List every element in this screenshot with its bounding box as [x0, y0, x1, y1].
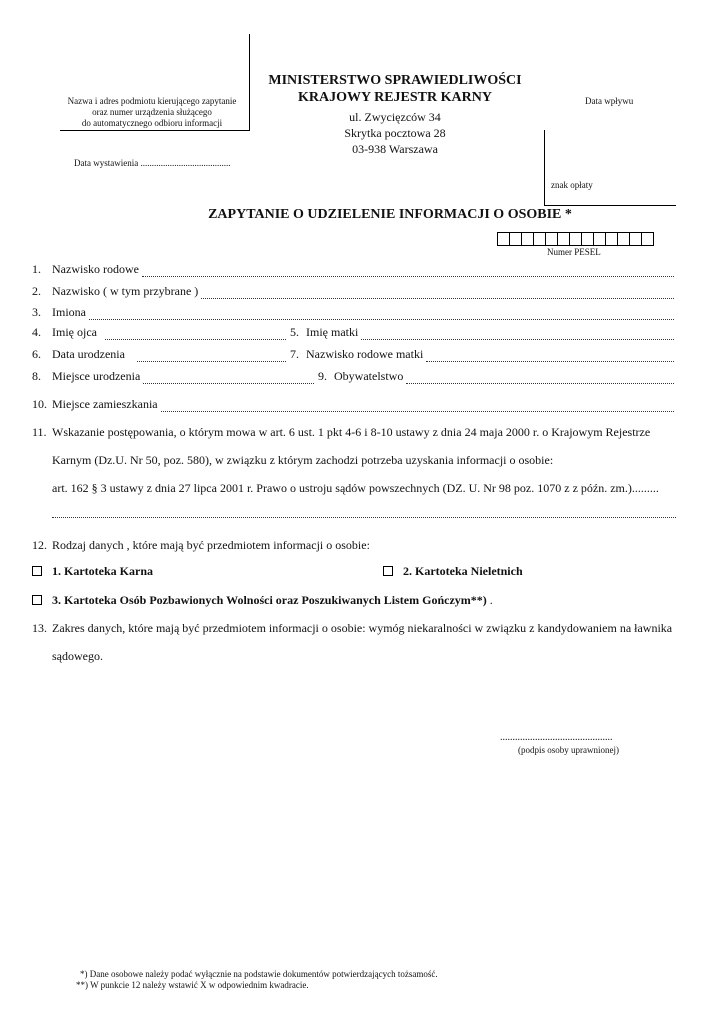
item-13-line-2: sądowego.: [52, 649, 103, 663]
registry-name: KRAJOWY REJESTR KARNY: [298, 90, 492, 105]
field-row-8: 8. Miejsce urodzenia: [32, 369, 314, 384]
addressee-block: [250, 72, 540, 157]
family-name-field[interactable]: [142, 267, 674, 277]
fee-box-left-line: [544, 130, 545, 206]
checkbox-icon[interactable]: [383, 566, 393, 576]
field-label-citizenship: Obywatelstwo: [334, 369, 404, 383]
footnote-1: *) Dane osobowe należy podać wyłącznie na podstawie dokumentów potwierdzających tożsamość.: [80, 969, 438, 979]
footnote-2: **) W punkcie 12 należy wstawić X w odpowiednim kwadracie.: [76, 980, 309, 990]
issue-date-label: Data wystawienia ........................................: [74, 158, 231, 168]
item-11-line-3: art. 162 § 3 ustawy z dnia 27 lipca 2001 r. Prawo o ustroju sądów powszechnych (DZ. U. Nr 98 poz. 1070 z z późn. zm.).........: [52, 481, 659, 495]
field-label-surname: Nazwisko ( w tym przybrane ): [52, 284, 199, 298]
option-criminal-record[interactable]: 1. Kartoteka Karna: [32, 564, 153, 579]
sender-block: [56, 96, 248, 129]
mother-family-name-field[interactable]: [426, 352, 674, 362]
field-row-7: 7. Nazwisko rodowe matki: [290, 347, 674, 362]
item-13-line-1: 13. Zakres danych, które mają być przedmiotem informacji o osobie: wymóg niekaralności w związku z kandydowaniem na ławnika: [32, 621, 673, 635]
form-title: ZAPYTANIE O UDZIELENIE INFORMACJI O OSOBIE *: [208, 207, 572, 222]
pesel-label: Numer PESEL: [547, 247, 601, 257]
address-city: 03-938 Warszawa: [352, 142, 438, 156]
sender-label-1: Nazwa i adres podmiotu kierującego zapytanie: [67, 96, 237, 106]
field-row-4: 4. Imię ojca: [32, 325, 286, 340]
birth-place-field[interactable]: [143, 374, 314, 384]
mother-name-field[interactable]: [361, 330, 674, 340]
item-11-line-2: Karnym (Dz.U. Nr 50, poz. 580), w związku z którym zachodzi potrzeba uzyskania informacji o osobie:: [52, 453, 554, 467]
field-row-5: 5. Imię matki: [290, 325, 674, 340]
field-row-1: 1. Nazwisko rodowe: [32, 262, 674, 277]
field-row-10: 10. Miejsce zamieszkania: [32, 397, 674, 412]
address-pobox: Skrytka pocztowa 28: [344, 126, 446, 140]
field-row-2: 2. Nazwisko ( w tym przybrane ): [32, 284, 674, 299]
ministry-name: MINISTERSTWO SPRAWIEDLIWOŚCI: [268, 73, 522, 88]
surname-field[interactable]: [201, 289, 674, 299]
field-row-6: 6. Data urodzenia: [32, 347, 286, 362]
citizenship-field[interactable]: [406, 374, 674, 384]
field-label-mother-name: Imię matki: [306, 325, 359, 339]
fee-label: znak opłaty: [551, 180, 593, 190]
field-label-residence: Miejsce zamieszkania: [52, 397, 158, 411]
father-name-field[interactable]: [105, 330, 286, 340]
field-label-birth-place: Miejsce urodzenia: [52, 369, 141, 383]
field-label-mother-family-name: Nazwisko rodowe matki: [306, 347, 424, 361]
field-label-family-name: Nazwisko rodowe: [52, 262, 139, 276]
option-detained-wanted-record[interactable]: 3. Kartoteka Osób Pozbawionych Wolności oraz Poszukiwanych Listem Gończym**) .: [32, 593, 493, 608]
field-label-birth-date: Data urodzenia: [52, 347, 125, 361]
signature-label: (podpis osoby uprawnionej): [518, 745, 619, 755]
residence-field[interactable]: [161, 402, 674, 412]
sender-label-3: do automatycznego odbioru informacji: [81, 118, 223, 128]
address-street: ul. Zwycięzców 34: [349, 110, 441, 124]
item-11-extra-field[interactable]: [52, 512, 676, 518]
fee-box-bottom-line: [544, 205, 676, 206]
first-names-field[interactable]: [89, 310, 674, 320]
checkbox-icon[interactable]: [32, 595, 42, 605]
field-label-first-names: Imiona: [52, 305, 86, 319]
item-11-line-1: 11. Wskazanie postępowania, o którym mowa w art. 6 ust. 1 pkt 4-6 i 8-10 ustawy z dnia 24 maja 2000 r. o Krajowym Rejestrze: [32, 425, 651, 439]
option-juvenile-record[interactable]: 2. Kartoteka Nieletnich: [383, 564, 523, 579]
receipt-date-label: Data wpływu: [585, 96, 634, 106]
item-12-label: Rodzaj danych , które mają być przedmiotem informacji o osobie:: [52, 538, 370, 552]
sender-label-2: oraz numer urządzenia służącego: [92, 107, 212, 117]
item-12-label-row: 12. Rodzaj danych , które mają być przedmiotem informacji o osobie:: [32, 538, 370, 552]
field-row-3: 3. Imiona: [32, 305, 674, 320]
checkbox-icon[interactable]: [32, 566, 42, 576]
signature-dots[interactable]: .............................................: [500, 732, 613, 743]
pesel-digit-box[interactable]: [641, 232, 654, 246]
sender-box-bottom-line: [60, 130, 250, 131]
field-label-father-name: Imię ojca: [52, 325, 97, 339]
field-row-9: 9. Obywatelstwo: [318, 369, 674, 384]
pesel-boxes[interactable]: [498, 232, 654, 246]
birth-date-field[interactable]: [137, 352, 286, 362]
